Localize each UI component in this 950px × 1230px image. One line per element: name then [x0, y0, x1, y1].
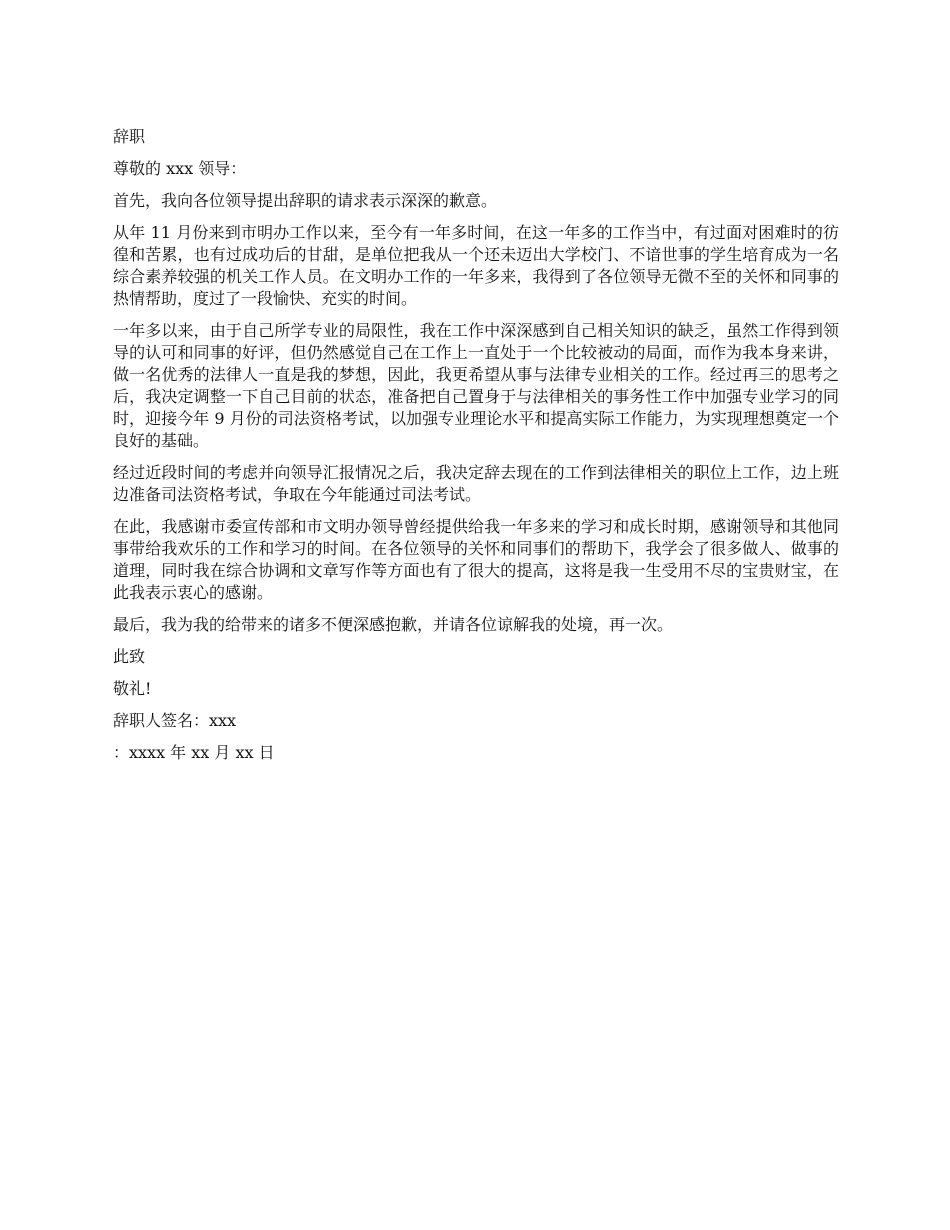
body-paragraph: 最后，我为我的给带来的诸多不便深感抱歉，并请各位谅解我的处境，再一次。 — [113, 615, 674, 634]
closing-line: 此致 — [113, 647, 146, 666]
closing-salute: 敬礼! — [113, 679, 152, 698]
signature-line: 辞职人签名：xxx — [113, 711, 237, 730]
body-paragraph: 在此，我感谢市委宣传部和市文明办领导曾经提供给我一年多来的学习和成长时期，感谢领导和其他同事带给我欢乐的工作和学习的时间。在各位领导的关怀和同事们的帮助下，我学会了很多做人、做事的道理，同时我在综合协调和文章写作等方面也有了很大的提高，这将是我一生受用不尽的宝贵财宝，在此我表示衷心的感谢。 — [113, 517, 839, 602]
document-title: 辞职 — [113, 127, 146, 146]
date-line: ：xxxx 年 xx 月 xx 日 — [113, 743, 275, 762]
body-paragraph: 经过近段时间的考虑并向领导汇报情况之后，我决定辞去现在的工作到法律相关的职位上工作，边上班边准备司法资格考试，争取在今年能通过司法考试。 — [113, 463, 839, 504]
body-paragraph: 从年 11 月份来到市明办工作以来，至今有一年多时间，在这一年多的工作当中，有过面对困难时的彷徨和苦累，也有过成功后的甘甜，是单位把我从一个还未迈出大学校门、不谙世事的学生培育成为一名综合素养较强的机关工作人员。在文明办工作的一年多来，我得到了各位领导无微不至的关怀和同事的热情帮助，度过了一段愉快、充实的时间。 — [113, 223, 839, 308]
salutation: 尊敬的 xxx 领导： — [113, 159, 247, 178]
body-paragraph: 一年多以来，由于自己所学专业的局限性，我在工作中深深感到自己相关知识的缺乏，虽然工作得到领导的认可和同事的好评，但仍然感觉自己在工作上一直处于一个比较被动的局面，而作为我本身来讲，做一名优秀的法律人一直是我的梦想，因此，我更希望从事与法律专业相关的工作。经过再三的思考之后，我决定调整一下自己目前的状态，准备把自己置身于与法律相关的事务性工作中加强专业学习的同时，迎接今年 9 月份的司法资格考试，以加强专业理论水平和提高实际工作能力，为实现理想奠定一个良好的基础。 — [113, 321, 839, 450]
body-paragraph: 首先，我向各位领导提出辞职的请求表示深深的歉意。 — [113, 191, 498, 210]
document-page — [113, 126, 839, 774]
